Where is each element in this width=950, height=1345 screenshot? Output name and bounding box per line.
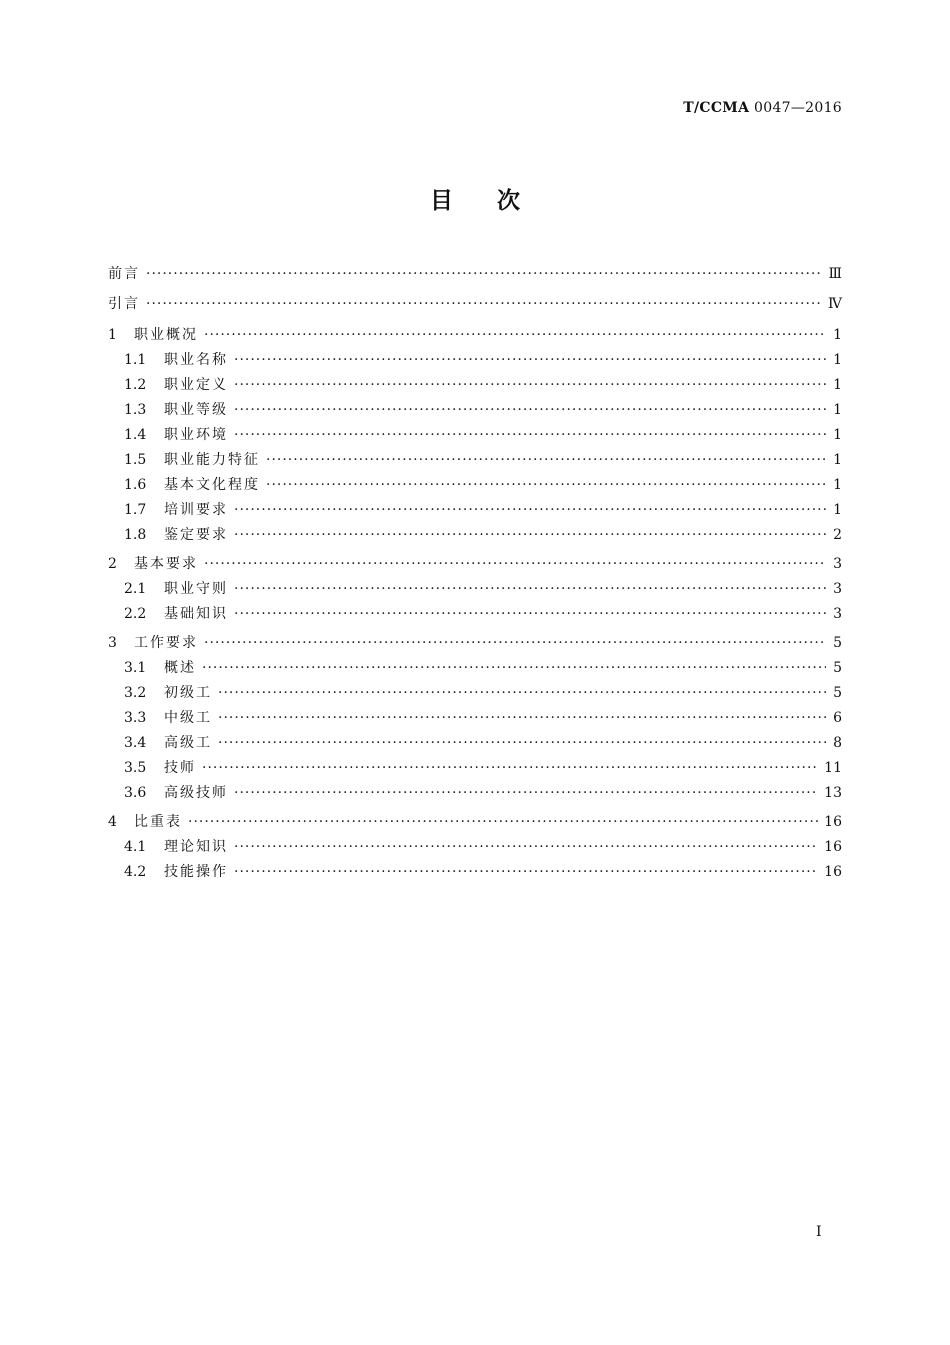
toc-entry-number: 1.5: [124, 452, 147, 468]
toc-entry-number: 1: [108, 327, 117, 343]
toc-entry-page: Ⅳ: [828, 296, 842, 312]
dot-leader: [202, 656, 826, 681]
toc-entry-page: 16: [824, 839, 842, 855]
toc-entry-page: 2: [833, 527, 842, 543]
toc-entry-page: 8: [833, 735, 842, 751]
toc-entry[interactable]: [108, 810, 842, 835]
toc-entry-number: 3.6: [124, 785, 147, 801]
toc-entry-label: 工作要求: [134, 635, 198, 651]
toc-entry-label: 职业守则: [164, 581, 228, 597]
dot-leader: [234, 498, 826, 523]
toc-entry-page: Ⅲ: [828, 266, 842, 282]
toc-entry-number: 1.4: [124, 427, 147, 443]
toc-entry-number: 3.5: [124, 760, 147, 776]
toc-entry[interactable]: [108, 373, 842, 398]
toc-entry[interactable]: [108, 473, 842, 498]
toc-entry[interactable]: [108, 631, 842, 656]
title-right: 次: [497, 188, 520, 214]
standard-number: 0047—2016: [754, 100, 842, 116]
toc-entry[interactable]: [108, 448, 842, 473]
toc-entry-label: 基本要求: [134, 556, 198, 572]
toc-entry-page: 5: [833, 660, 842, 676]
standard-prefix: T/CCMA: [683, 100, 750, 116]
toc-entry-page: 5: [833, 685, 842, 701]
title-left: 目: [430, 188, 453, 214]
toc-entry[interactable]: [108, 577, 842, 602]
dot-leader: [234, 781, 818, 806]
toc-entry-label: 理论知识: [164, 839, 228, 855]
toc-entry-number: 2: [108, 556, 117, 572]
toc-entry[interactable]: [108, 398, 842, 423]
toc-entry-page: 3: [833, 606, 842, 622]
dot-leader: [204, 323, 826, 348]
toc-entry-number: 1.6: [124, 477, 147, 493]
toc-entry-label: 高级工: [164, 735, 212, 751]
toc-entry[interactable]: [108, 323, 842, 348]
dot-leader: [146, 289, 822, 319]
dot-leader: [204, 631, 826, 656]
toc-entry[interactable]: [108, 756, 842, 781]
toc-entry[interactable]: [108, 681, 842, 706]
dot-leader: [218, 731, 826, 756]
toc-entry[interactable]: [108, 656, 842, 681]
toc-entry-page: 16: [824, 864, 842, 880]
toc-entry[interactable]: [108, 781, 842, 806]
table-of-contents: [108, 259, 842, 885]
dot-leader: [202, 756, 818, 781]
toc-entry[interactable]: [108, 602, 842, 627]
page-number: I: [816, 1224, 822, 1240]
toc-entry-label: 职业等级: [164, 402, 228, 418]
toc-entry-label: 基础知识: [164, 606, 228, 622]
toc-entry-number: 4: [108, 814, 117, 830]
toc-entry[interactable]: [108, 835, 842, 860]
toc-entry[interactable]: [108, 423, 842, 448]
toc-entry-label: 职业能力特征: [164, 452, 260, 468]
toc-entry-page: 1: [833, 327, 842, 343]
toc-entry-number: 3.1: [124, 660, 147, 676]
page-title: [0, 182, 950, 215]
toc-entry-page: 3: [833, 556, 842, 572]
toc-entry-label: 初级工: [164, 685, 212, 701]
dot-leader: [146, 259, 822, 289]
toc-entry-number: 1.1: [124, 352, 147, 368]
toc-entry-number: 2.1: [124, 581, 147, 597]
dot-leader: [218, 681, 826, 706]
toc-entry-page: 1: [833, 452, 842, 468]
toc-entry[interactable]: [108, 523, 842, 548]
toc-entry[interactable]: [108, 860, 842, 885]
toc-entry-label: 职业环境: [164, 427, 228, 443]
toc-entry[interactable]: [108, 348, 842, 373]
dot-leader: [234, 602, 826, 627]
toc-entry-label: 基本文化程度: [164, 477, 260, 493]
toc-entry-page: 1: [833, 477, 842, 493]
toc-entry-number: 1.3: [124, 402, 147, 418]
toc-entry-number: 1.7: [124, 502, 147, 518]
toc-entry-label: 培训要求: [164, 502, 228, 518]
toc-entry-label: 高级技师: [164, 785, 228, 801]
toc-entry-number: 3.2: [124, 685, 147, 701]
toc-entry[interactable]: [108, 552, 842, 577]
dot-leader: [266, 473, 826, 498]
toc-entry-page: 16: [824, 814, 842, 830]
toc-entry-page: 11: [824, 760, 842, 776]
toc-entry-number: 3.3: [124, 710, 147, 726]
dot-leader: [234, 860, 818, 885]
document-code: [683, 100, 842, 116]
toc-entry-page: 5: [833, 635, 842, 651]
toc-entry-number: 1.8: [124, 527, 147, 543]
toc-entry-page: 6: [833, 710, 842, 726]
toc-entry-page: 3: [833, 581, 842, 597]
toc-entry-number: 3: [108, 635, 117, 651]
toc-entry[interactable]: [108, 706, 842, 731]
toc-entry-number: 1.2: [124, 377, 147, 393]
toc-entry-label: 职业名称: [164, 352, 228, 368]
toc-entry-label: 鉴定要求: [164, 527, 228, 543]
toc-entry[interactable]: [108, 259, 842, 289]
toc-entry-label: 前言: [108, 266, 140, 282]
toc-entry-number: 2.2: [124, 606, 147, 622]
dot-leader: [234, 348, 826, 373]
toc-entry[interactable]: [108, 289, 842, 319]
dot-leader: [234, 577, 826, 602]
toc-entry-label: 技师: [164, 760, 196, 776]
toc-entry-page: 1: [833, 352, 842, 368]
dot-leader: [234, 373, 826, 398]
toc-entry-label: 技能操作: [164, 864, 228, 880]
toc-entry-page: 13: [824, 785, 842, 801]
dot-leader: [218, 706, 826, 731]
toc-entry-label: 概述: [164, 660, 196, 676]
toc-entry-number: 3.4: [124, 735, 147, 751]
toc-entry-page: 1: [833, 427, 842, 443]
dot-leader: [234, 523, 826, 548]
toc-entry-page: 1: [833, 377, 842, 393]
dot-leader: [204, 552, 826, 577]
toc-entry[interactable]: [108, 498, 842, 523]
toc-entry[interactable]: [108, 731, 842, 756]
toc-entry-label: 职业定义: [164, 377, 228, 393]
dot-leader: [188, 810, 818, 835]
toc-entry-page: 1: [833, 502, 842, 518]
toc-entry-label: 中级工: [164, 710, 212, 726]
toc-entry-label: 比重表: [134, 814, 182, 830]
dot-leader: [234, 423, 826, 448]
dot-leader: [266, 448, 826, 473]
toc-entry-label: 引言: [108, 296, 140, 312]
dot-leader: [234, 835, 818, 860]
toc-entry-number: 4.2: [124, 864, 147, 880]
toc-entry-label: 职业概况: [134, 327, 198, 343]
toc-entry-number: 4.1: [124, 839, 147, 855]
dot-leader: [234, 398, 826, 423]
toc-entry-page: 1: [833, 402, 842, 418]
